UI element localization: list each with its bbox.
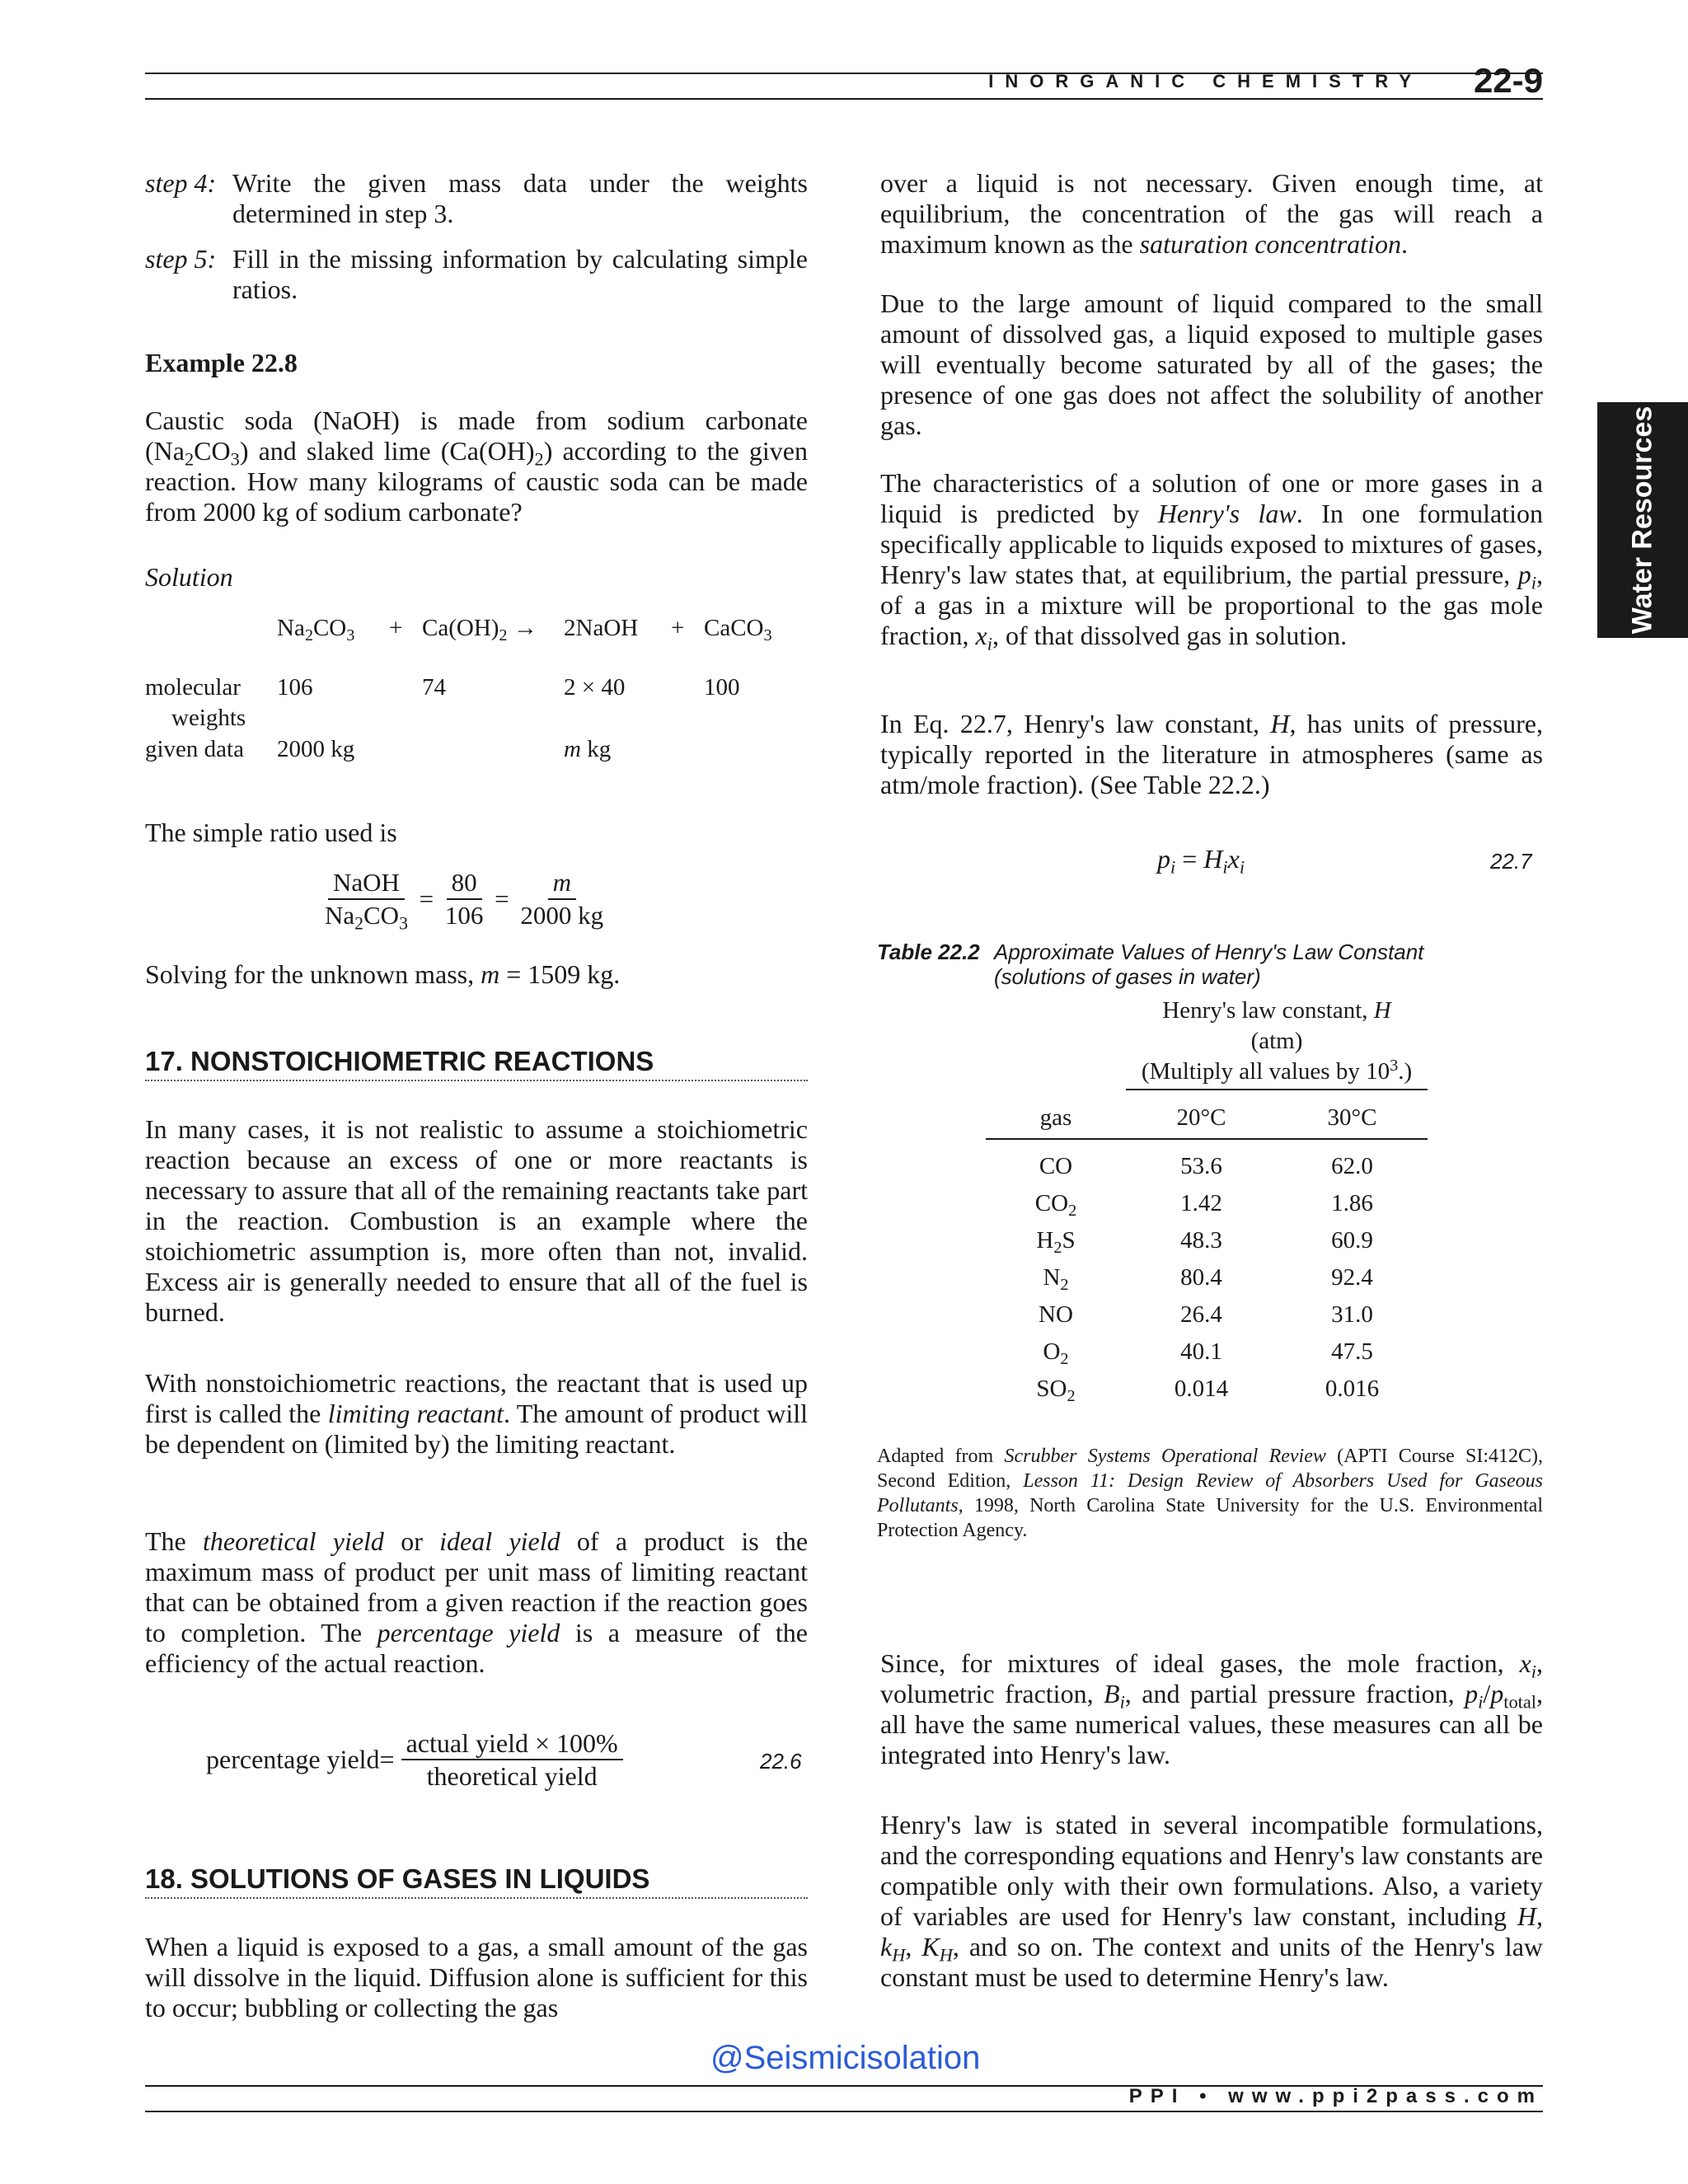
gas-cell: $H_2S$ [1036,1227,1076,1258]
value-20c: 48.3 [1180,1227,1222,1254]
table-row [986,1139,1428,1185]
table-caption [877,940,1553,989]
side-tab-label: Water Resources [1626,405,1658,635]
example-problem: Caustic soda (NaOH) is made from sodium carbonate $(Na_2CO_3)$ and slaked lime $(Ca(OH)_2)$ according to the given reaction. How many kilograms of caustic soda can be made from 2000 kg of sodium carbonate? [145,405,809,527]
value-20c: 80.4 [1180,1264,1222,1291]
plus-sign: + [671,615,685,641]
mw-na2co3: 106 [277,674,313,701]
footer-bottom-rule [145,2111,1543,2112]
equation-22-7: $p_i = H_ix_i$ [1157,844,1245,878]
value-30c: 47.5 [1331,1338,1373,1365]
paragraph: When a liquid is exposed to a gas, a small amount of the gas will dissolve in the liquid. Diffusion alone is sufficient for this to occur; bubbling or collecting the gas [145,1932,808,2022]
mw-naoh: 2 × 40 [564,674,626,701]
gas-cell: CO [1039,1153,1073,1179]
value-30c: 31.0 [1331,1301,1373,1328]
value-20c: 1.42 [1180,1190,1222,1216]
gas-cell: $SO_2$ [1036,1376,1076,1406]
gas-cell: $O_2$ [1043,1338,1069,1369]
paragraph: The theoretical yield or ideal yield of a product is the maximum mass of product per unit mass of limiting reactant that can be obtained from a given reaction if the reaction goes to completion. The percentage yield is a measure of the efficiency of the actual reaction. [145,1526,809,1678]
footer-publisher-link[interactable]: PPI • www.ppi2pass.com [1128,2085,1543,2107]
paragraph: The characteristics of a solution of one or more gases in a liquid is predicted by Henry's law. In one formulation specifically applicable to liquids exposed to mixtures of gases, Henry's law states that, at equilibrium, the partial pressure, $p_i$, of a gas in a mixture will be proportional to the gas mole fraction, $x_i$, of that dissolved gas in solution. [880,468,1543,654]
gas-cell: $N_2$ [1043,1264,1069,1295]
page-number: 22-9 [1473,61,1543,100]
reactant-caoh2: $Ca(OH)_2$ → [422,615,537,645]
henry-constant-table [986,996,1428,1408]
data-table [986,1097,1428,1408]
paragraph: over a liquid is not necessary. Given enough time, at equilibrium, the concentration of the gas will reach a maximum known as the saturation concentration. [880,168,1543,259]
reactant-na2co3: $Na_2CO_3$ [277,615,355,645]
step-5 [145,244,808,305]
step-4-text: Write the given mass data under the weights determined in step 3. [232,168,808,228]
solution-label: Solution [145,562,233,592]
paragraph: Since, for mixtures of ideal gases, the mole fraction, $x_i$, volumetric fraction, $B_i$, and partial pressure fraction, $p_i/p_{total}$, all have the same numerical values, these measures can all be integrated into Henry's law. [880,1648,1544,1769]
table-row [986,1259,1428,1296]
example-title: Example 22.8 [145,348,298,377]
table-title: Approximate Values of Henry's Law Constant [994,940,1424,964]
plus-sign: + [389,615,403,641]
equation-22-6: percentage yield= $\frac{\text{actual yield × 100\%}}{\text{theoretical yield}}$ [206,1727,623,1792]
fraction: $\frac{80}{106}$ [444,868,484,930]
gas-cell: $CO_2$ [1034,1190,1077,1221]
step-4 [145,168,808,229]
value-20c: 26.4 [1180,1301,1222,1328]
table-row [986,1371,1428,1408]
mw-caoh2: 74 [422,674,446,701]
value-30c: 60.9 [1331,1227,1373,1254]
given-na2co3: 2000 kg [277,736,355,762]
value-30c: 1.86 [1331,1190,1373,1216]
column-group-header: Henry's law constant, H (atm) (Multiply all values by $10^3$.) [1126,996,1428,1090]
value-20c: 40.1 [1180,1338,1222,1365]
value-20c: 53.6 [1180,1153,1222,1179]
table-source-note: Adapted from Scrubber Systems Operational Review (APTI Course SI:412C), Second Edition, Lesson 11: Design Review of Absorbers Used for Gaseous Pollutants, 1998, North Carolina State University for the U.S. Environmental Protection Agency. [877,1446,1544,1541]
header-20c: 20°C [1176,1104,1226,1131]
ratio-intro: The simple ratio used is [145,818,397,847]
equation-number: 22.7 [1490,849,1532,874]
step-5-label: step 5: [145,244,217,274]
ratio-equation: $\frac{\text{NaOH}}{Na_2CO_3}$ = $\frac{80}{106}$ = $\frac{m}{2000 kg}$ [320,867,608,931]
section-heading-17: 17. NONSTOICHIOMETRIC REACTIONS [145,1045,808,1081]
fraction: $\frac{\text{NaOH}}{Na_2CO_3}$ [325,868,408,934]
mw-label-2: weights [171,705,246,731]
product-caco3: CaCO$_3$ [704,615,772,645]
value-30c: 62.0 [1331,1153,1373,1179]
paragraph: With nonstoichiometric reactions, the reactant that is used up first is called the limiting reactant. The amount of product will be dependent on (limited by) the limiting reactant. [145,1368,809,1459]
header-30c: 30°C [1327,1104,1377,1131]
step-4-label: step 4: [145,168,217,198]
product-naoh: 2NaOH [564,615,639,641]
table-header-row [986,1097,1428,1139]
table-row [986,1296,1428,1333]
table-row [986,1185,1428,1222]
section-heading-18: 18. SOLUTIONS OF GASES IN LIQUIDS [145,1863,808,1899]
watermark: @Seismicisolation [710,2040,981,2076]
solving-statement: Solving for the unknown mass, m = 1509 kg. [145,959,621,989]
header-bottom-rule [145,98,1543,100]
table-row [986,1222,1428,1259]
fraction: $\frac{m}{2000 kg}$ [520,868,604,930]
table-subtitle: (solutions of gases in water) [994,964,1261,989]
gas-cell: NO [1039,1301,1073,1328]
step-5-text: Fill in the missing information by calculating simple ratios. [232,244,808,304]
value-30c: 92.4 [1331,1264,1373,1291]
equation-number: 22.6 [760,1749,802,1774]
paragraph: In Eq. 22.7, Henry's law constant, H, has units of pressure, typically reported in the literature in atmospheres (same as atm/mole fraction). (See Table 22.2.) [880,709,1544,799]
fraction: $\frac{\text{actual yield × 100\%}}{\text{theoretical yield}}$ [401,1727,623,1792]
paragraph: Henry's law is stated in several incompatible formulations, and the corresponding equations and Henry's law constants are compatible only with their own formulations. Also, a variety of variables are used for Henry's law constant, including H, $k_H$, $K_H$, and so on. The context and units of the Henry's law constant must be used to determine Henry's law. [880,1810,1544,1992]
value-20c: 0.014 [1174,1376,1229,1402]
given-data-label: given data [145,736,244,762]
section-side-tab[interactable] [1597,402,1688,638]
mw-caco3: 100 [704,674,740,701]
value-30c: 0.016 [1325,1376,1380,1402]
paragraph: Due to the large amount of liquid compared to the small amount of dissolved gas, a liquid exposed to multiple gases will eventually become saturated by all of the gases; the presence of one gas does not affect the solubility of another gas. [880,288,1543,440]
table-label: Table 22.2 [877,940,980,964]
running-title: INORGANIC CHEMISTRY [988,71,1423,91]
mw-label: molecular [145,674,241,701]
paragraph: In many cases, it is not realistic to assume a stoichiometric reaction because an excess of one or more reactants is necessary to assure that all of the remaining reactants take part in the reaction. Combustion is an example where the stoichiometric assumption is, more often than not, invalid. Excess air is generally needed to ensure that all of the fuel is burned. [145,1114,808,1327]
table-row [986,1333,1428,1371]
header-gas: gas [1039,1104,1072,1131]
given-naoh: m kg [564,736,612,762]
